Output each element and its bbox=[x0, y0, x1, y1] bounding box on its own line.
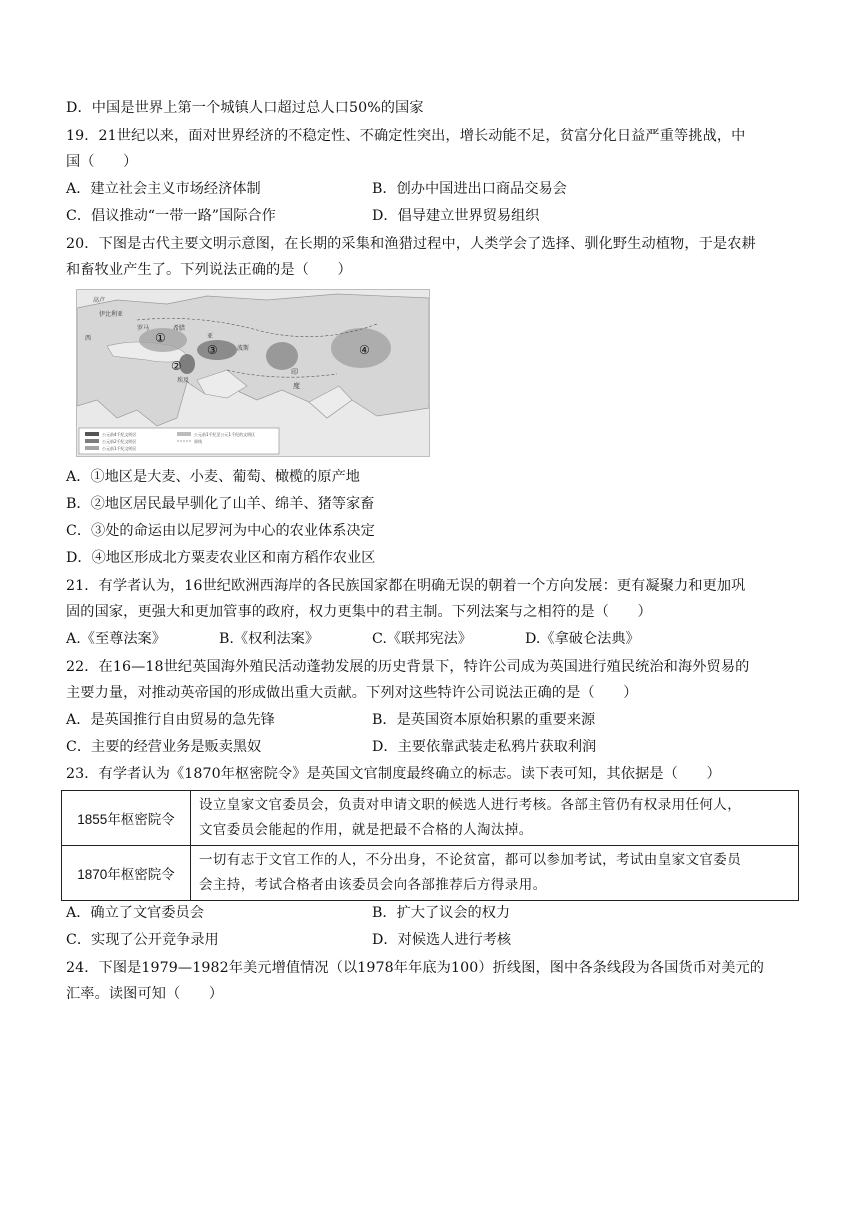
map-label-gaul: 高卢 bbox=[93, 297, 106, 304]
map-label-iberia: 伊比利亚 bbox=[99, 311, 124, 318]
table-row-text-line-2: 会主持，考试合格者由该委员会向各部推荐后方得录用。 bbox=[199, 877, 547, 893]
q24-stem-line-2: 汇率。读图可知（ ） bbox=[66, 986, 224, 1002]
q21-stem-line-2: 固的国家，更强大和更加管事的政府，权力更集中的君主制。下列法案与之相符的是（ ） bbox=[66, 604, 652, 620]
table-row-text bbox=[191, 846, 799, 901]
ancient-civilizations-map bbox=[76, 289, 430, 457]
q19-stem-line-2: 国（ ） bbox=[66, 154, 138, 170]
q20-option-a: A．①地区是大麦、小麦、葡萄、橄榄的原产地 bbox=[66, 469, 360, 485]
q19-option-a: A．建立社会主义市场经济体制 bbox=[66, 181, 261, 197]
q23-option-d: D．对候选人进行考核 bbox=[372, 932, 512, 948]
q23-option-a: A．确立了文官委员会 bbox=[66, 905, 204, 921]
table-row-label: 1870年枢密院令 bbox=[62, 846, 191, 901]
q19-option-b: B．创办中国进出口商品交易会 bbox=[372, 181, 567, 197]
q20-stem-line-2: 和畜牧业产生了。下列说法正确的是（ ） bbox=[66, 262, 352, 278]
table-row-text bbox=[191, 791, 799, 846]
q20-stem-line-1: 20．下图是古代主要文明示意图，在长期的采集和渔猎过程中，人类学会了选择、驯化野生动植物，于是农耕 bbox=[66, 236, 756, 252]
q22-stem-line-2: 主要力量，对推动英帝国的形成做出重大贡献。下列对这些特许公司说法正确的是（ ） bbox=[66, 685, 638, 701]
q21-option-d: D.《拿破仑法典》 bbox=[525, 631, 640, 647]
q22-stem-line-1: 22．在16—18世纪英国海外殖民活动蓬勃发展的历史背景下，特许公司成为英国进行殖民统治和海外贸易的 bbox=[66, 659, 750, 675]
table-row-text-line-1: 设立皇家文官委员会，负责对申请文职的候选人进行考核。各部主管仍有权录用任何人， bbox=[199, 797, 742, 813]
q22-option-a: A．是英国推行自由贸易的急先锋 bbox=[66, 712, 275, 728]
map-label-yin: 印 bbox=[291, 368, 298, 376]
q23-option-b: B．扩大了议会的权力 bbox=[372, 905, 511, 921]
table-row bbox=[62, 846, 799, 901]
q19-stem-line-1: 19．21世纪以来，面对世界经济的不稳定性、不确定性突出，增长动能不足，贫富分化日益严重等挑战，中 bbox=[66, 128, 746, 144]
q22-option-b: B．是英国资本原始积累的重要来源 bbox=[372, 712, 596, 728]
map-label-west: 西 bbox=[85, 335, 92, 342]
map-marker-4: ④ bbox=[359, 343, 370, 357]
q21-option-a: A.《至尊法案》 bbox=[66, 631, 166, 647]
map-legend-4: 公元前1千纪至公元1千纪的文明区 bbox=[194, 432, 256, 437]
q20-option-d: D．④地区形成北方粟麦农业区和南方稻作农业区 bbox=[66, 550, 376, 566]
q24-stem-line-1: 24．下图是1979—1982年美元增值情况（以1978年年底为100）折线图，图中各条线段为各国货币对美元的 bbox=[66, 960, 765, 976]
q21-stem-line-1: 21．有学者认为，16世纪欧洲西海岸的各民族国家都在明确无误的朝着一个方向发展：更有凝聚力和更加巩 bbox=[66, 578, 746, 594]
q20-option-c: C．③处的命运由以尼罗河为中心的农业体系决定 bbox=[66, 523, 375, 539]
map-marker-3: ③ bbox=[207, 343, 218, 357]
q20-option-b: B．②地区居民最早驯化了山羊、绵羊、猪等家畜 bbox=[66, 496, 375, 512]
table-row-text-line-2: 文官委员会能起的作用，就是把最不合格的人淘汰掉。 bbox=[199, 822, 533, 838]
map-label-persia: 波斯 bbox=[237, 345, 250, 352]
q23-stem: 23．有学者认为《1870年枢密院令》是英国文官制度最终确立的标志。读下表可知，其依据是（ ） bbox=[66, 766, 721, 782]
table-row-text-line-1: 一切有志于文官工作的人，不分出身，不论贫富，都可以参加考试，考试由皇家文官委员 bbox=[199, 852, 742, 868]
map-label-rome: 罗马 bbox=[137, 325, 150, 332]
q22-option-c: C．主要的经营业务是贩卖黑奴 bbox=[66, 739, 262, 755]
map-label-greece: 希腊 bbox=[173, 325, 186, 332]
q23-option-c: C．实现了公开竞争录用 bbox=[66, 932, 219, 948]
q19-option-c: C．倡议推动“一带一路”国际合作 bbox=[66, 208, 276, 224]
map-label-asia: 亚 bbox=[207, 333, 214, 340]
map-marker-1: ① bbox=[155, 331, 166, 345]
q19-option-d: D．倡导建立世界贸易组织 bbox=[372, 208, 540, 224]
map-label-egypt: 埃及 bbox=[177, 377, 190, 384]
q22-option-d: D．主要依靠武装走私鸦片获取利润 bbox=[372, 739, 597, 755]
table-row bbox=[62, 791, 799, 846]
map-marker-2: ② bbox=[171, 359, 182, 373]
q21-option-c: C.《联邦宪法》 bbox=[372, 631, 472, 647]
map-legend-3: 公元前1千纪文明区 bbox=[102, 446, 137, 451]
map-legend-5: 界线 bbox=[194, 439, 202, 444]
q18-option-d: D．中国是世界上第一个城镇人口超过总人口50%的国家 bbox=[66, 100, 424, 116]
map-legend-1: 公元前4千纪文明区 bbox=[102, 432, 137, 437]
q21-option-b: B.《权利法案》 bbox=[219, 631, 320, 647]
table-row-label: 1855年枢密院令 bbox=[62, 791, 191, 846]
map-legend-2: 公元前2千纪文明区 bbox=[102, 439, 137, 444]
map-label-du: 度 bbox=[293, 382, 300, 390]
q23-table bbox=[61, 790, 799, 901]
